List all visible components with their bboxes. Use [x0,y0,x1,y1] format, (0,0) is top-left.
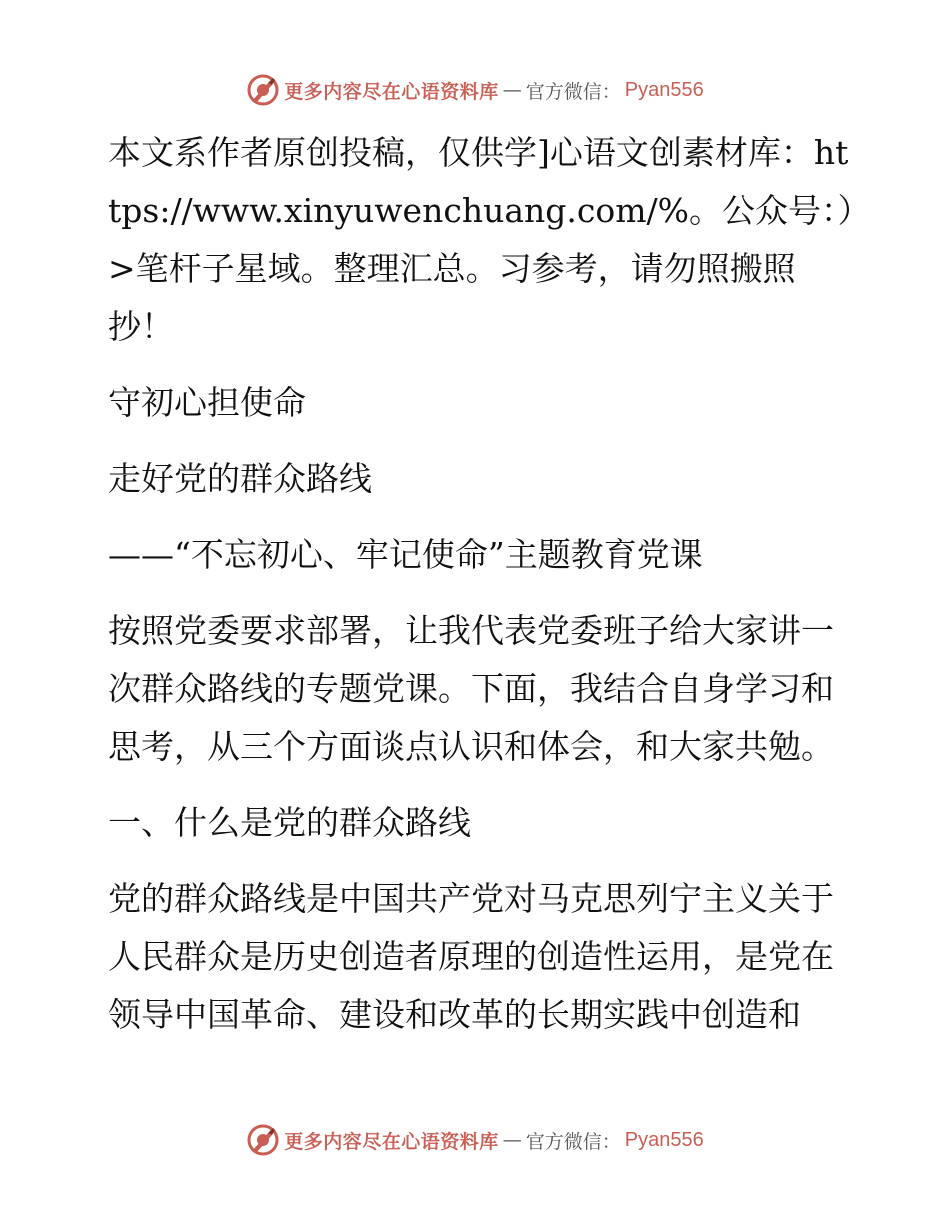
document-title-line-1: 守初心担使命 [108,383,306,422]
banner-separator: — [502,1129,522,1151]
brand-logo-icon [246,1123,280,1157]
section-1-heading: 一、什么是党的群众路线 [108,803,471,842]
footer-banner [0,1120,950,1160]
document-subtitle: ——“不忘初心、牢记使命”主题教育党课 [108,535,703,574]
banner-main-text: 更多内容尽在心语资料库 [284,80,499,103]
section-1-paragraph: 党的群众路线是中国共产党对马克思列宁主义关于人民群众是历史创造者原理的创造性运用，是党在领导中国革命、建设和改革的长期实践中创造和 [108,879,834,1034]
banner-separator: — [502,79,522,101]
brand-logo-icon [246,73,280,107]
banner-wechat-id: Pyan556 [624,1128,704,1151]
banner-wechat-label: 官方微信： [525,80,621,103]
document-title-line-2: 走好党的群众路线 [108,459,372,498]
banner-wechat-id: Pyan556 [624,78,704,101]
copyright-notice: 本文系作者原创投稿，仅供学]心语文创素材库：https://www.xinyuwenchuang.com/%。公众号：）>笔杆子星域。整理汇总。习参考，请勿照搬照抄！ [108,133,854,346]
intro-paragraph: 按照党委要求部署，让我代表党委班子给大家讲一次群众路线的专题党课。下面，我结合自身学习和思考，从三个方面谈点认识和体会，和大家共勉。 [108,611,834,766]
document-body [98,124,858,1062]
banner-main-text: 更多内容尽在心语资料库 [284,1130,499,1153]
header-banner [0,70,950,110]
banner-wechat-label: 官方微信： [525,1130,621,1153]
